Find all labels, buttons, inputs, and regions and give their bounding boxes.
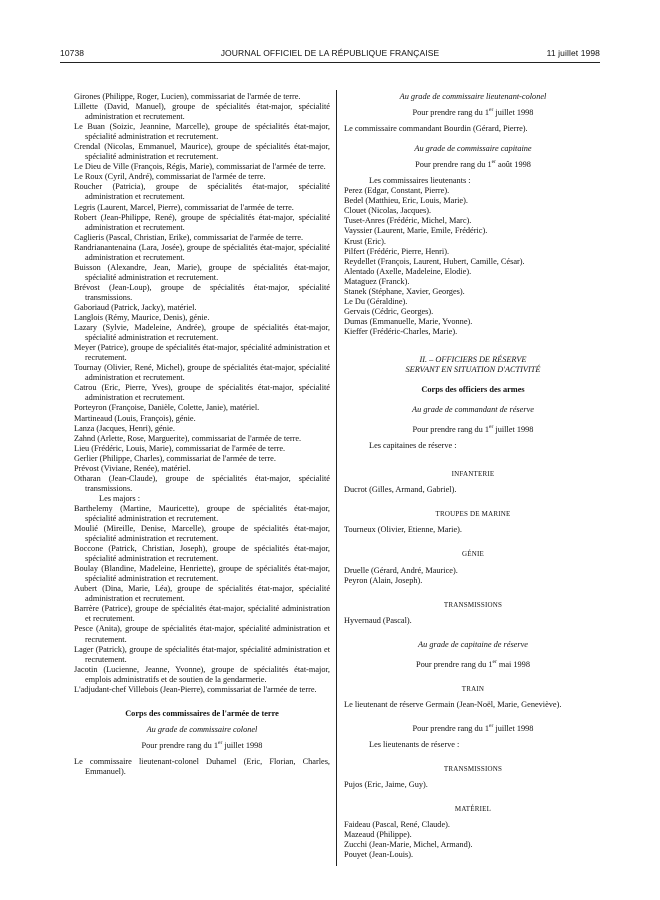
corps-armes-heading: Corps des officiers des armes [421, 385, 525, 395]
promotion-list [74, 92, 330, 494]
list-item: Stanek (Stéphane, Xavier, Georges). [344, 286, 465, 296]
list-item: L'adjudant-chef Villebois (Jean-Pierre), commissariat de l'armée de terre. [74, 684, 317, 694]
list-item: Vayssier (Laurent, Marie, Emile, Frédéric). [344, 226, 488, 236]
rank-date-capitaine: Pour prendre rang du 1er août 1998 [415, 159, 531, 170]
list-item: Langlois (Rémy, Maurice, Denis), génie. [74, 313, 210, 323]
capitaines-label: Les capitaines de réserve : [369, 441, 457, 451]
list-item: Aubert (Dina, Marie, Léa), groupe de spécialités état-major, spécialité administration et recrutement. [74, 584, 330, 604]
corps-heading: Corps des commissaires de l'armée de terre [125, 708, 279, 718]
list-item: Randrianantenaina (Lara, Josée), groupe de spécialités état-major, spécialité administration et recrutement. [74, 242, 330, 262]
list-item: Buisson (Alexandre, Jean, Marie), groupe de spécialités état-major, spécialité administration et recrutement. [74, 262, 330, 282]
list-item: Roucher (Patricia), groupe de spécialités état-major, spécialité administration et recrutement. [74, 182, 330, 202]
rank-date-lieutenant-reserve: Pour prendre rang du 1er juillet 1998 [412, 723, 534, 733]
lieutenants-list [344, 186, 602, 337]
list-item: Crendal (Nicolas, Emmanuel, Maurice), groupe de spécialités état-major, spécialité administration et recrutement. [74, 142, 330, 162]
list-item: Reydellet (François, Laurent, Hubert, Camille, César). [344, 256, 525, 266]
list-item: Tournay (Olivier, René, Michel), groupe de spécialités état-major, spécialité administration et recrutement. [74, 363, 330, 383]
left-column [74, 92, 330, 777]
rank-date-lt-col: Pour prendre rang du 1er juillet 1998 [412, 107, 534, 118]
list-item: Lager (Patrick), groupe de spécialités état-major, spécialité administration et recrutement. [74, 644, 330, 664]
section-title: II. – OFFICIERS DE RÉSERVE SERVANT EN SITUATION D'ACTIVITÉ [405, 354, 541, 375]
troupes-entry: Tourneux (Olivier, Etienne, Marie). [344, 525, 462, 535]
list-item: Pilfert (Frédéric, Pierre, Henri). [344, 246, 450, 256]
commandant-entry: Le commissaire commandant Bourdin (Gérard, Pierre). [344, 124, 528, 134]
list-item: Boccone (Patrick, Christian, Joseph), groupe de spécialités état-major, spécialité administration et recrutement. [74, 544, 330, 564]
list-item: Zahnd (Arlette, Rose, Marguerite), commissariat de l'armée de terre. [74, 433, 302, 443]
list-item: Perez (Edgar, Constant, Pierre). [344, 186, 450, 196]
list-item: Krust (Eric). [344, 236, 386, 246]
grade-heading: Au grade de commissaire colonel [146, 724, 258, 734]
list-item: Lazary (Sylvie, Madeleine, Andrée), groupe de spécialités état-major, spécialité administration et recrutement. [74, 323, 330, 343]
transmissions2-entry: Pujos (Eric, Jaime, Guy). [344, 780, 428, 790]
issue-date: 11 juillet 1998 [546, 48, 600, 58]
transmissions-entry: Hyvernaud (Pascal). [344, 615, 412, 625]
list-item: Gerlier (Philippe, Charles), commissariat de l'armée de terre. [74, 453, 276, 463]
lieutenants-reserve-label: Les lieutenants de réserve : [369, 739, 460, 749]
majors-list [74, 504, 330, 695]
list-item: Mazeaud (Philippe). [344, 830, 412, 840]
list-item: Bedel (Matthieu, Eric, Louis, Marie). [344, 196, 468, 206]
infanterie-heading: INFANTERIE [451, 470, 495, 479]
grade-heading-commandant-reserve: Au grade de commandant de réserve [412, 405, 534, 415]
list-item: Le Roux (Cyril, André), commissariat de l'armée de terre. [74, 172, 266, 182]
list-item: Boulay (Blandine, Madeleine, Henriette), groupe de spécialités état-major, spécialité administration et recrutement. [74, 564, 330, 584]
list-item: Alentado (Axelle, Madeleine, Elodie). [344, 266, 472, 276]
list-item: Brévost (Jean-Loup), groupe de spécialités état-major, spécialité transmissions. [74, 282, 330, 302]
genie-heading: GÉNIE [462, 550, 484, 559]
rank-date-capitaine-reserve: Pour prendre rang du 1er mai 1998 [416, 658, 530, 669]
list-item: Jacotin (Lucienne, Jeanne, Yvonne), groupe de spécialités état-major, emplois administratifs et de soutien de la gendarmerie. [74, 664, 330, 684]
grade-heading-lt-col: Au grade de commissaire lieutenant-colonel [399, 92, 547, 101]
majors-label: Les majors : [99, 493, 141, 503]
list-item: Martineaud (Louis, François), génie. [74, 413, 196, 423]
list-item: Meyer (Patrice), groupe de spécialités état-major, spécialité administration et recrutement. [74, 343, 330, 363]
train-heading: TRAIN [461, 684, 485, 693]
page-header [60, 48, 600, 62]
list-item: Legris (Laurent, Marcel, Pierre), commissariat de l'armée de terre. [74, 202, 294, 212]
list-item: Pouyet (Jean-Louis). [344, 850, 414, 860]
materiel-list [344, 820, 602, 860]
list-item: Gaboriaud (Patrick, Jacky), matériel. [74, 302, 197, 312]
right-column [344, 92, 602, 860]
list-item: Lieu (Frédéric, Louis, Marie), commissariat de l'armée de terre. [74, 443, 286, 453]
list-item: Catrou (Eric, Pierre, Yves), groupe de spécialités état-major, spécialité administration et recrutement. [74, 383, 330, 403]
list-item: Mataguez (Franck). [344, 276, 410, 286]
list-item: Kieffer (Frédéric-Charles, Marie). [344, 326, 458, 336]
rank-date: Pour prendre rang du 1er juillet 1998 [141, 740, 263, 750]
list-item: Moulié (Mireille, Denise, Marcelle), groupe de spécialités état-major, spécialité administration et recrutement. [74, 524, 330, 544]
list-item: Prévost (Viviane, Renée), matériel. [74, 463, 191, 473]
troupes-heading: TROUPES DE MARINE [435, 510, 511, 519]
list-item: Le Buan (Soizic, Jeannine, Marcelle), groupe de spécialités état-major, spécialité administration et recrutement. [74, 122, 330, 142]
infanterie-entry: Ducrot (Gilles, Armand, Gabriel). [344, 485, 457, 495]
train-entry: Le lieutenant de réserve Germain (Jean-Noël, Marie, Geneviève). [344, 699, 562, 709]
lieutenants-label: Les commissaires lieutenants : [369, 176, 471, 186]
grade-heading-capitaine: Au grade de commissaire capitaine [414, 144, 532, 154]
list-item: Le Du (Géraldine). [344, 296, 408, 306]
list-item: Barrère (Patrice), groupe de spécialités état-major, spécialité administration et recrutement. [74, 604, 330, 624]
list-item: Pesce (Anita), groupe de spécialités état-major, spécialité administration et recrutement. [74, 624, 330, 644]
list-item: Lillette (David, Manuel), groupe de spécialités état-major, spécialité administration et recrutement. [74, 102, 330, 122]
list-item: Faideau (Pascal, René, Claude). [344, 820, 450, 830]
genie-entry: Druelle (Gérard, André, Maurice). [344, 565, 458, 575]
transmissions-heading: TRANSMISSIONS [443, 600, 503, 609]
list-item: Caglieris (Pascal, Christian, Erike), commissariat de l'armée de terre. [74, 232, 304, 242]
list-item: Otharan (Jean-Claude), groupe de spécialités état-major, spécialité transmissions. [74, 473, 330, 493]
journal-title: JOURNAL OFFICIEL DE LA RÉPUBLIQUE FRANÇAISE [220, 48, 440, 58]
grade-heading-capitaine-reserve: Au grade de capitaine de réserve [418, 639, 528, 649]
rank-date-commandant: Pour prendre rang du 1er juillet 1998 [412, 424, 534, 435]
list-item: Le Dieu de Ville (François, Régis, Marie), commissariat de l'armée de terre. [74, 162, 326, 172]
list-item: Dumas (Emmanuelle, Marie, Yvonne). [344, 316, 473, 326]
final-entry: Le commissaire lieutenant-colonel Duhamel (Eric, Florian, Charles, Emmanuel). [74, 756, 330, 776]
list-item: Barthelemy (Martine, Mauricette), groupe de spécialités état-major, spécialité administration et recrutement. [74, 503, 330, 523]
materiel-heading: MATÉRIEL [454, 805, 492, 814]
page-number: 10738 [60, 48, 85, 58]
list-item: Lanza (Jacques, Henri), génie. [74, 423, 175, 433]
genie-entry: Peyron (Alain, Joseph). [344, 575, 423, 585]
list-item: Robert (Jean-Philippe, René), groupe de spécialités état-major, spécialité administration et recrutement. [74, 212, 330, 232]
list-item: Tuset-Anres (Frédéric, Michel, Marc). [344, 216, 472, 226]
header-rule [60, 62, 600, 63]
list-item: Zucchi (Jean-Marie, Michel, Armand). [344, 840, 473, 850]
column-divider [336, 90, 337, 866]
list-item: Porteyron (Françoise, Danièle, Colette, Janie), matériel. [74, 403, 260, 413]
list-item: Clouet (Nicolas, Jacques). [344, 206, 432, 216]
list-item: Girones (Philippe, Roger, Lucien), commissariat de l'armée de terre. [74, 92, 301, 101]
list-item: Gervais (Cédric, Georges). [344, 306, 434, 316]
transmissions2-heading: TRANSMISSIONS [443, 764, 503, 773]
